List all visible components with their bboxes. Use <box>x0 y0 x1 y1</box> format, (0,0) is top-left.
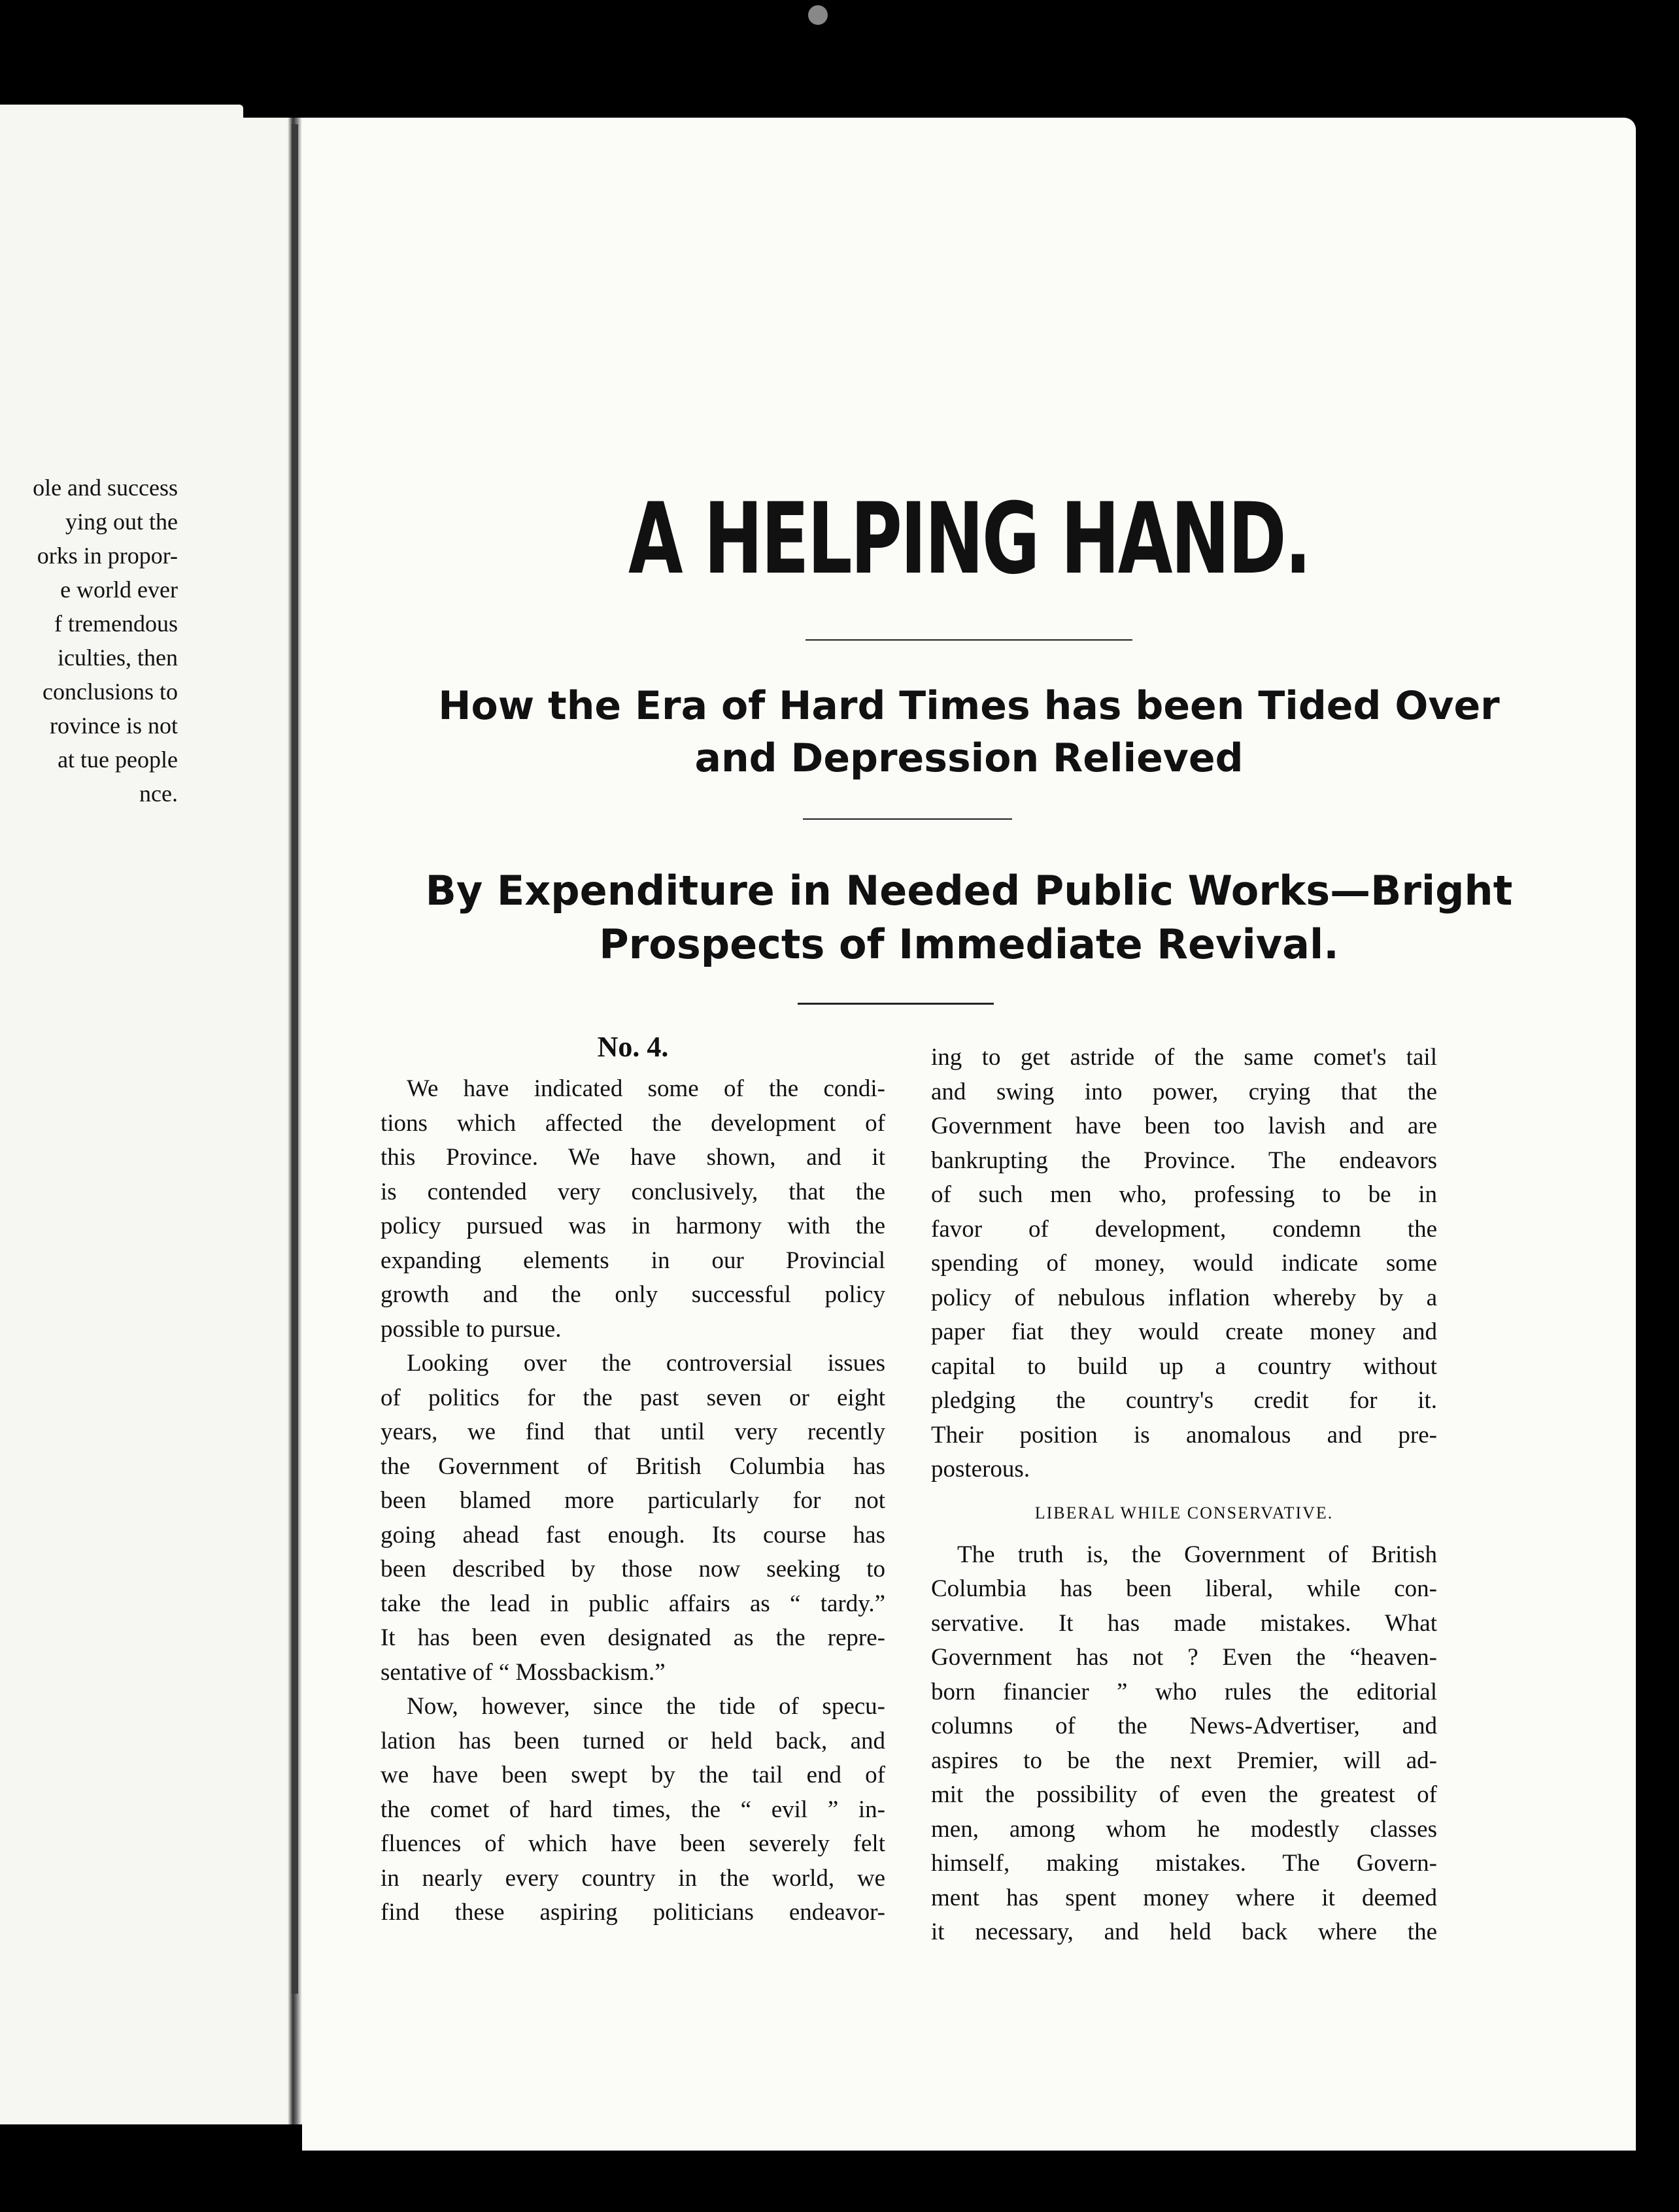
text-line: this Province. We have shown, and it <box>381 1144 885 1171</box>
text-line: born financier ” who rules the editorial <box>931 1678 1437 1705</box>
text-line: The truth is, the Government of British <box>957 1541 1437 1568</box>
text-line: the Government of British Columbia has <box>381 1452 885 1480</box>
text-line: going ahead fast enough. Its course has <box>381 1521 885 1549</box>
text-line: columns of the News-Advertiser, and <box>931 1713 1437 1739</box>
spine-shadow <box>292 124 298 1994</box>
text-line: policy pursued was in harmony with the <box>381 1213 885 1239</box>
text-line: bankrupting the Province. The endeavors <box>931 1147 1437 1174</box>
text-line: Now, however, since the tide of specu- <box>407 1693 885 1720</box>
article-title: A HELPING HAND. <box>628 482 1310 596</box>
left-page-line: ying out the <box>65 509 178 535</box>
text-line: policy of nebulous inflation whereby by a <box>931 1284 1437 1311</box>
text-line: of politics for the past seven or eight <box>381 1384 885 1411</box>
subtitle-1-line-2: and Depression Relieved <box>694 735 1244 781</box>
text-line: favor of development, condemn the <box>931 1215 1437 1243</box>
left-page-line: orks in propor- <box>37 543 178 569</box>
subtitle-1 <box>302 680 1636 784</box>
text-line: is contended very conclusively, that the <box>381 1178 885 1205</box>
text-line: It has been even designated as the repre- <box>381 1624 885 1651</box>
text-line: aspires to be the next Premier, will ad- <box>931 1747 1437 1774</box>
text-line: Looking over the controversial issues <box>407 1350 885 1377</box>
text-line: years, we find that until very recently <box>381 1418 885 1445</box>
text-line: Government has not ? Even the “heaven- <box>931 1644 1437 1671</box>
left-page-line: f tremendous <box>54 611 178 637</box>
text-line: fluences of which have been severely felt <box>381 1830 885 1857</box>
left-page-line: conclusions to <box>42 679 178 705</box>
text-line: Their position is anomalous and pre- <box>931 1421 1437 1449</box>
left-page-line: nce. <box>139 780 178 807</box>
text-line: take the lead in public affairs as “ tardy.” <box>381 1590 885 1617</box>
text-line: and swing into power, crying that the <box>931 1078 1437 1105</box>
text-line: spending of money, would indicate some <box>931 1250 1437 1277</box>
text-line: capital to build up a country without <box>931 1352 1437 1380</box>
text-line: we have been swept by the tail end of <box>381 1762 885 1788</box>
left-column <box>381 1028 885 1930</box>
text-line: in nearly every country in the world, we <box>381 1864 885 1892</box>
text-line: himself, making mistakes. The Govern- <box>931 1850 1437 1877</box>
text-line: sentative of “ Mossbackism.” <box>381 1658 666 1686</box>
text-line: mit the possibility of even the greatest of <box>931 1781 1437 1808</box>
text-line: pledging the country's credit for it. <box>931 1387 1437 1414</box>
text-line: servative. It has made mistakes. What <box>931 1609 1437 1637</box>
text-line: paper fiat they would create money and <box>931 1318 1437 1345</box>
text-line: of such men who, professing to be in <box>931 1181 1437 1208</box>
subtitle-2-line-1: By Expenditure in Needed Public Works—Bright <box>425 867 1513 914</box>
left-page-line: rovince is not <box>50 712 178 739</box>
left-page-text <box>0 471 178 811</box>
text-line: We have indicated some of the condi- <box>407 1075 885 1102</box>
text-line: lation has been turned or held back, and <box>381 1727 885 1754</box>
left-page-line: at tue people <box>58 746 178 773</box>
text-line: Columbia has been liberal, while con- <box>931 1575 1437 1602</box>
subtitle-2-line-2: Prospects of Immediate Revival. <box>599 920 1339 968</box>
subtitle-2 <box>302 864 1636 971</box>
text-line: it necessary, and held back where the <box>931 1919 1437 1945</box>
left-page-line: ole and success <box>33 475 178 501</box>
article <box>302 118 1636 2151</box>
text-line: men, among whom he modestly classes <box>931 1815 1437 1843</box>
divider-rule <box>806 639 1132 641</box>
divider-rule <box>798 1003 994 1005</box>
text-line: posterous. <box>931 1456 1030 1483</box>
section-subhead: LIBERAL WHILE CONSERVATIVE. <box>1034 1503 1334 1522</box>
section-number: No. 4. <box>597 1031 669 1063</box>
text-line: been described by those now seeking to <box>381 1556 885 1583</box>
right-column <box>931 1041 1437 1950</box>
text-line: Government have been too lavish and are <box>931 1113 1437 1139</box>
left-page <box>0 105 243 2124</box>
divider-rule <box>803 818 1012 820</box>
text-line: growth and the only successful policy <box>381 1281 885 1308</box>
left-page-line: iculties, then <box>58 645 178 671</box>
text-line: find these aspiring politicians endeavor- <box>381 1899 885 1926</box>
text-line: been blamed more particularly for not <box>381 1487 885 1514</box>
left-page-line: e world ever <box>60 577 178 603</box>
film-speck <box>808 5 828 25</box>
text-line: possible to pursue. <box>381 1315 562 1343</box>
text-line: ing to get astride of the same comet's tail <box>931 1044 1437 1071</box>
text-line: expanding elements in our Provincial <box>381 1247 885 1274</box>
subtitle-1-line-1: How the Era of Hard Times has been Tided Over <box>438 683 1500 729</box>
text-line: ment has spent money where it deemed <box>931 1884 1437 1911</box>
text-line: the comet of hard times, the “ evil ” in- <box>381 1796 885 1823</box>
text-line: tions which affected the development of <box>381 1109 885 1137</box>
